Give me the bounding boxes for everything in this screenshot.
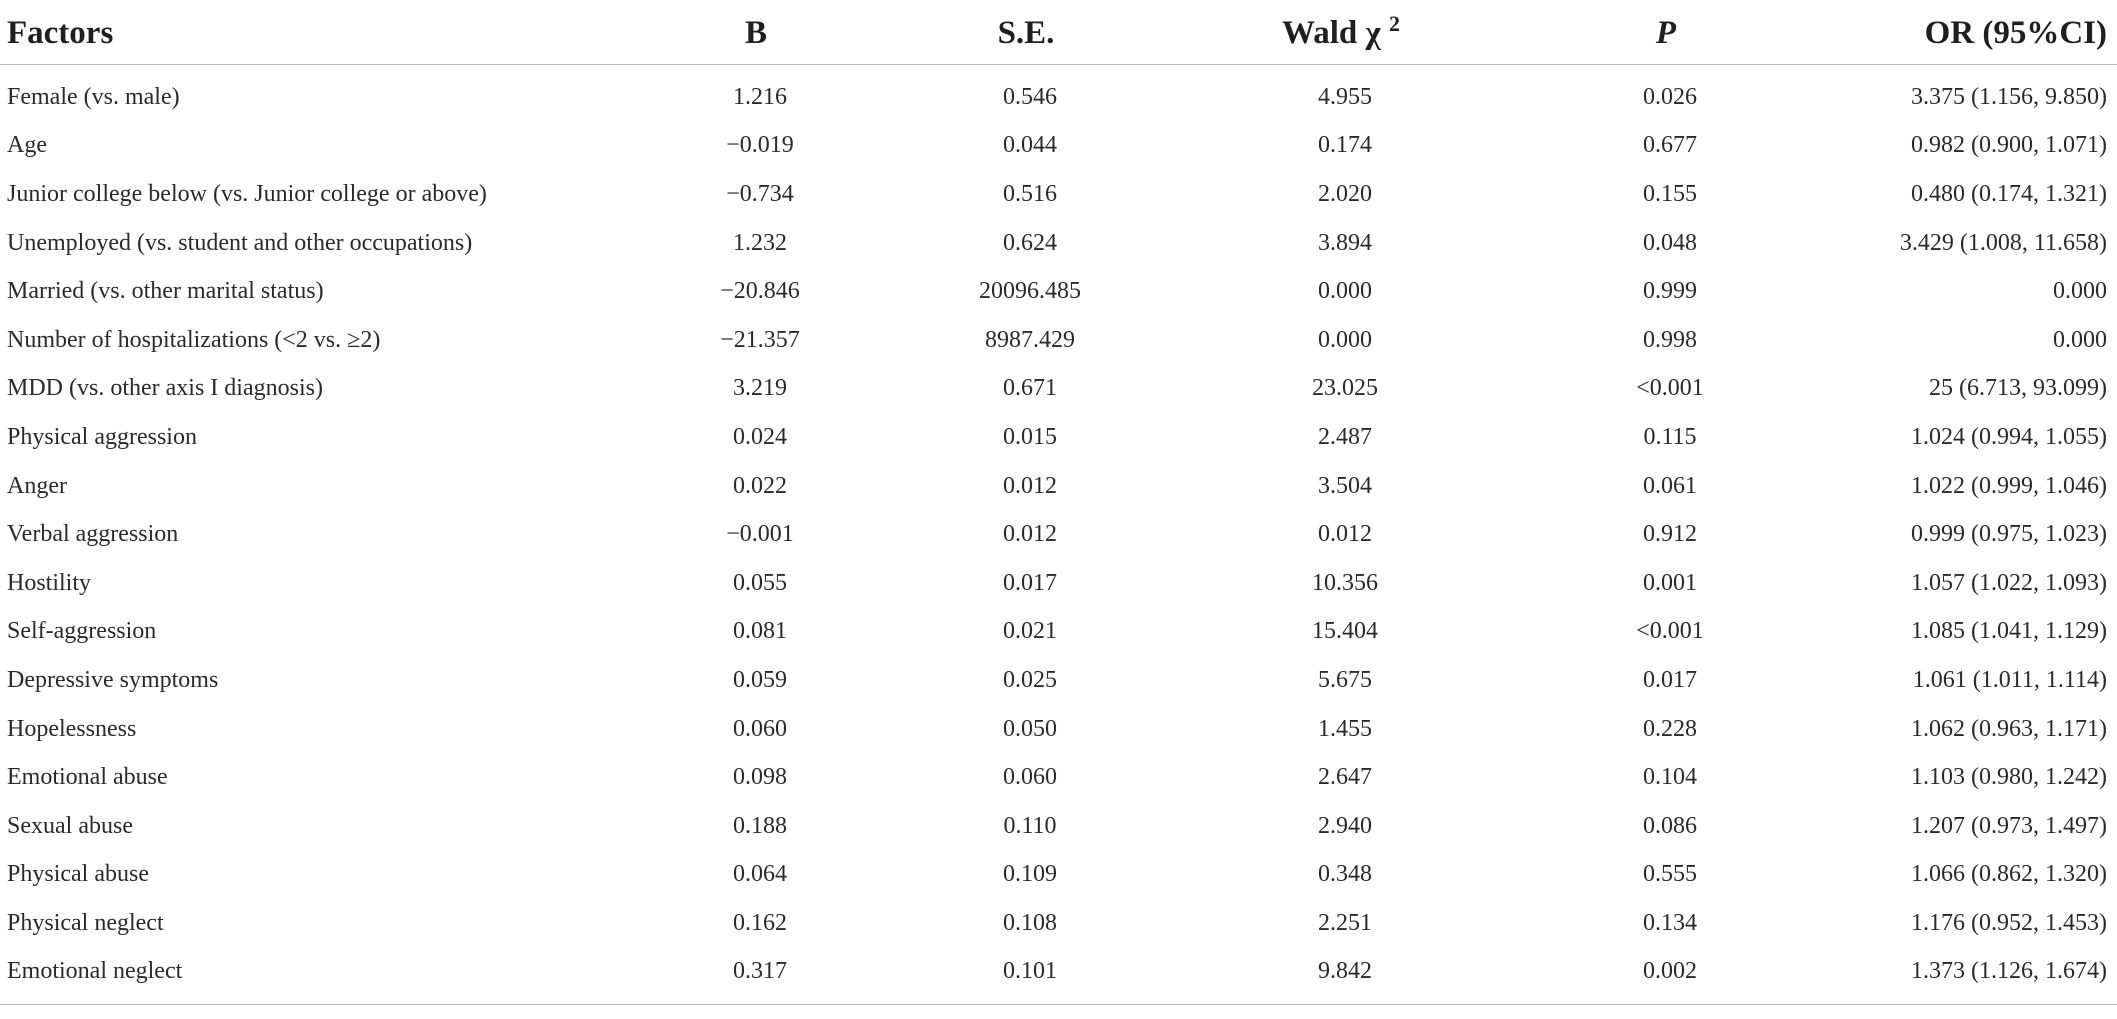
cell-wald: 0.174 bbox=[1318, 132, 1372, 159]
table-row bbox=[0, 267, 2117, 316]
cell-se: 0.017 bbox=[1003, 569, 1057, 596]
cell-or: 0.982 (0.900, 1.071) bbox=[1911, 132, 2107, 159]
cell-factor: Emotional abuse bbox=[7, 764, 168, 791]
cell-p: 0.002 bbox=[1643, 958, 1697, 985]
table-row bbox=[0, 705, 2117, 754]
header-p: P bbox=[1510, 2, 1830, 65]
cell-wald: 0.012 bbox=[1318, 521, 1372, 548]
cell-b: −21.357 bbox=[720, 326, 800, 353]
table-row bbox=[0, 948, 2117, 997]
cell-wald: 0.000 bbox=[1318, 278, 1372, 305]
cell-factor: Verbal aggression bbox=[7, 521, 179, 548]
table-row bbox=[0, 851, 2117, 900]
cell-factor: Hostility bbox=[7, 569, 92, 596]
cell-factor: Anger bbox=[7, 472, 67, 499]
cell-se: 0.110 bbox=[1003, 812, 1057, 839]
table-header bbox=[0, 2, 2117, 65]
cell-or: 1.062 (0.963, 1.171) bbox=[1911, 715, 2107, 742]
cell-factor: Self-aggression bbox=[7, 618, 157, 645]
cell-b: 0.081 bbox=[733, 618, 787, 645]
cell-b: −20.846 bbox=[720, 278, 800, 305]
cell-or: 1.103 (0.980, 1.242) bbox=[1911, 764, 2107, 791]
cell-se: 0.109 bbox=[1003, 861, 1057, 888]
cell-se: 0.546 bbox=[1003, 83, 1057, 110]
cell-factor: Physical abuse bbox=[7, 861, 149, 888]
table-row bbox=[0, 316, 2117, 365]
cell-p: 0.086 bbox=[1643, 812, 1697, 839]
table-row bbox=[0, 753, 2117, 802]
cell-wald: 2.647 bbox=[1318, 764, 1372, 791]
cell-b: 0.060 bbox=[733, 715, 787, 742]
table-row bbox=[0, 899, 2117, 948]
cell-or: 1.022 (0.999, 1.046) bbox=[1911, 472, 2107, 499]
cell-se: 0.044 bbox=[1003, 132, 1057, 159]
cell-factor: Depressive symptoms bbox=[7, 666, 219, 693]
cell-wald: 0.000 bbox=[1318, 326, 1372, 353]
cell-p: 0.061 bbox=[1643, 472, 1697, 499]
cell-se: 0.012 bbox=[1003, 521, 1057, 548]
cell-or: 1.373 (1.126, 1.674) bbox=[1911, 958, 2107, 985]
cell-b: 3.219 bbox=[733, 375, 787, 402]
cell-wald: 2.940 bbox=[1318, 812, 1372, 839]
header-wald-label: Wald χ bbox=[1282, 14, 1381, 51]
table-row bbox=[0, 365, 2117, 414]
cell-p: 0.999 bbox=[1643, 278, 1697, 305]
cell-p: 0.115 bbox=[1643, 423, 1697, 450]
table-row bbox=[0, 219, 2117, 268]
cell-se: 20096.485 bbox=[979, 278, 1081, 305]
cell-b: −0.019 bbox=[726, 132, 794, 159]
cell-b: 0.162 bbox=[733, 909, 787, 936]
cell-b: 1.216 bbox=[733, 83, 787, 110]
table-row bbox=[0, 65, 2117, 122]
cell-or: 1.066 (0.862, 1.320) bbox=[1911, 861, 2107, 888]
cell-b: 0.059 bbox=[733, 666, 787, 693]
header-factors: Factors bbox=[0, 2, 640, 65]
cell-p: <0.001 bbox=[1636, 618, 1704, 645]
table-row bbox=[0, 413, 2117, 462]
cell-factor: Physical aggression bbox=[7, 423, 197, 450]
cell-b: 0.098 bbox=[733, 764, 787, 791]
header-wald bbox=[1180, 2, 1510, 65]
cell-wald: 2.487 bbox=[1318, 423, 1372, 450]
table-bottom-rule bbox=[0, 1004, 2117, 1005]
table-row bbox=[0, 559, 2117, 608]
cell-factor: Female (vs. male) bbox=[7, 83, 180, 110]
cell-or: 1.207 (0.973, 1.497) bbox=[1911, 812, 2107, 839]
cell-or: 0.000 bbox=[2053, 278, 2107, 305]
cell-p: 0.155 bbox=[1643, 180, 1697, 207]
cell-se: 0.025 bbox=[1003, 666, 1057, 693]
cell-or: 3.375 (1.156, 9.850) bbox=[1911, 83, 2107, 110]
table-body bbox=[0, 65, 2117, 997]
header-se: S.E. bbox=[880, 2, 1180, 65]
cell-p: 0.017 bbox=[1643, 666, 1697, 693]
cell-wald: 15.404 bbox=[1312, 618, 1378, 645]
cell-or: 3.429 (1.008, 11.658) bbox=[1899, 229, 2107, 256]
cell-or: 1.057 (1.022, 1.093) bbox=[1911, 569, 2107, 596]
cell-b: 0.064 bbox=[733, 861, 787, 888]
cell-wald: 2.020 bbox=[1318, 180, 1372, 207]
cell-wald: 3.504 bbox=[1318, 472, 1372, 499]
cell-factor: MDD (vs. other axis I diagnosis) bbox=[7, 375, 323, 402]
table-row bbox=[0, 608, 2117, 657]
cell-wald: 0.348 bbox=[1318, 861, 1372, 888]
cell-se: 0.060 bbox=[1003, 764, 1057, 791]
cell-b: 0.055 bbox=[733, 569, 787, 596]
cell-p: 0.026 bbox=[1643, 83, 1697, 110]
table-row bbox=[0, 802, 2117, 851]
cell-b: 0.188 bbox=[733, 812, 787, 839]
table-row bbox=[0, 462, 2117, 511]
cell-se: 0.671 bbox=[1003, 375, 1057, 402]
cell-or: 1.024 (0.994, 1.055) bbox=[1911, 423, 2107, 450]
cell-or: 0.000 bbox=[2053, 326, 2107, 353]
cell-b: 0.024 bbox=[733, 423, 787, 450]
cell-factor: Emotional neglect bbox=[7, 958, 183, 985]
table-row bbox=[0, 510, 2117, 559]
cell-or: 25 (6.713, 93.099) bbox=[1929, 375, 2107, 402]
cell-factor: Sexual abuse bbox=[7, 812, 133, 839]
cell-b: 1.232 bbox=[733, 229, 787, 256]
cell-p: 0.048 bbox=[1643, 229, 1697, 256]
cell-wald: 5.675 bbox=[1318, 666, 1372, 693]
table-row bbox=[0, 170, 2117, 219]
cell-or: 1.085 (1.041, 1.129) bbox=[1911, 618, 2107, 645]
cell-b: −0.734 bbox=[726, 180, 794, 207]
cell-se: 0.516 bbox=[1003, 180, 1057, 207]
cell-wald: 9.842 bbox=[1318, 958, 1372, 985]
cell-p: 0.104 bbox=[1643, 764, 1697, 791]
cell-or: 1.176 (0.952, 1.453) bbox=[1911, 909, 2107, 936]
cell-se: 8987.429 bbox=[985, 326, 1075, 353]
cell-se: 0.050 bbox=[1003, 715, 1057, 742]
cell-wald: 10.356 bbox=[1312, 569, 1378, 596]
regression-table bbox=[0, 2, 2117, 996]
cell-wald: 3.894 bbox=[1318, 229, 1372, 256]
cell-b: 0.022 bbox=[733, 472, 787, 499]
cell-se: 0.015 bbox=[1003, 423, 1057, 450]
cell-or: 0.999 (0.975, 1.023) bbox=[1911, 521, 2107, 548]
cell-wald: 2.251 bbox=[1318, 909, 1372, 936]
cell-p: <0.001 bbox=[1636, 375, 1704, 402]
cell-p: 0.912 bbox=[1643, 521, 1697, 548]
table-row bbox=[0, 656, 2117, 705]
cell-p: 0.555 bbox=[1643, 861, 1697, 888]
cell-p: 0.677 bbox=[1643, 132, 1697, 159]
cell-p: 0.998 bbox=[1643, 326, 1697, 353]
cell-factor: Hopelessness bbox=[7, 715, 137, 742]
cell-wald: 4.955 bbox=[1318, 83, 1372, 110]
cell-se: 0.012 bbox=[1003, 472, 1057, 499]
header-b: B bbox=[640, 2, 880, 65]
cell-p: 0.001 bbox=[1643, 569, 1697, 596]
cell-p: 0.134 bbox=[1643, 909, 1697, 936]
cell-factor: Married (vs. other marital status) bbox=[7, 278, 324, 305]
cell-factor: Junior college below (vs. Junior college or above) bbox=[7, 180, 487, 207]
header-row bbox=[0, 2, 2117, 65]
cell-factor: Number of hospitalizations (<2 vs. ≥2) bbox=[7, 326, 381, 353]
cell-or: 0.480 (0.174, 1.321) bbox=[1911, 180, 2107, 207]
cell-se: 0.624 bbox=[1003, 229, 1057, 256]
cell-factor: Age bbox=[7, 132, 47, 159]
cell-se: 0.101 bbox=[1003, 958, 1057, 985]
cell-factor: Physical neglect bbox=[7, 909, 164, 936]
cell-factor: Unemployed (vs. student and other occupations) bbox=[7, 229, 473, 256]
cell-p: 0.228 bbox=[1643, 715, 1697, 742]
cell-wald: 23.025 bbox=[1312, 375, 1378, 402]
cell-se: 0.021 bbox=[1003, 618, 1057, 645]
cell-b: 0.317 bbox=[733, 958, 787, 985]
header-wald-superscript: 2 bbox=[1388, 10, 1400, 36]
cell-wald: 1.455 bbox=[1318, 715, 1372, 742]
cell-b: −0.001 bbox=[726, 521, 794, 548]
cell-or: 1.061 (1.011, 1.114) bbox=[1912, 666, 2107, 693]
table-row bbox=[0, 122, 2117, 171]
header-or: OR (95%CI) bbox=[1830, 2, 2117, 65]
cell-se: 0.108 bbox=[1003, 909, 1057, 936]
